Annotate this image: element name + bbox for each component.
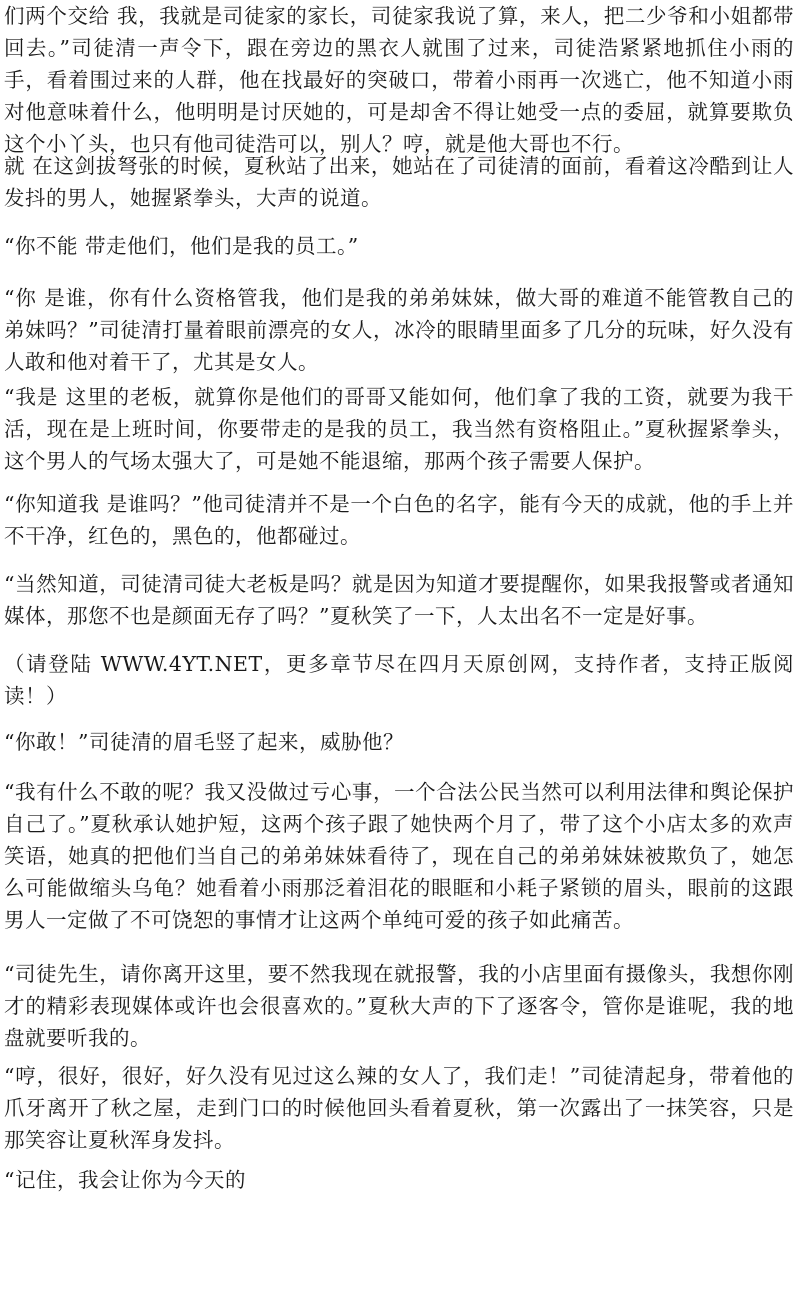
- paragraph-2: 就 在这剑拔弩张的时候，夏秋站了出来，她站在了司徒清的面前，看着这冷酷到让人发抖的男人，她握紧拳头，大声的说道。: [4, 154, 794, 210]
- paragraph-5: “我是 这里的老板，就算你是他们的哥哥又能如何，他们拿了我的工资，就要为我干活，现在是上班时间，你要带走的是我的员工，我当然有资格阻止。”夏秋握紧拳头，这个男人的气场太强大了，可是她不能退缩，那两个孩子需要人保护。: [4, 385, 794, 473]
- paragraph-7: “当然知道，司徒清司徒大老板是吗？就是因为知道才要提醒你，如果我报警或者通知媒体，那您不也是颜面无存了吗？”夏秋笑了一下，人太出名不一定是好事。: [4, 572, 794, 628]
- paragraph-9: “你敢！”司徒清的眉毛竖了起来，威胁他？: [4, 730, 404, 754]
- paragraph-11: “司徒先生，请你离开这里，要不然我现在就报警，我的小店里面有摄像头，我想你刚才的精彩表现媒体或许也会很喜欢的。”夏秋大声的下了逐客令，管你是谁呢，我的地盘就要听我的。: [4, 962, 794, 1050]
- paragraph-6: “你知道我 是谁吗？”他司徒清并不是一个白色的名字，能有今天的成就，他的手上并不干净，红色的，黑色的，他都碰过。: [4, 492, 794, 548]
- paragraph-13: “记住，我会让你为今天的: [4, 1168, 246, 1192]
- paragraph-1: 们两个交给 我，我就是司徒家的家长，司徒家我说了算，来人，把二少爷和小姐都带回去。”司徒清一声令下，跟在旁边的黑衣人就围了过来，司徒浩紧紧地抓住小雨的手，看着围过来的人群，他在找最好的突破口，带着小雨再一次逃亡，他不知道小雨对他意味着什么，他明明是讨厌她的，可是却舍不得让她受一点的委屈，就算要欺负这个小丫头，也只有他司徒浩可以，别人？哼，就是他大哥也不行。: [4, 4, 794, 156]
- site-notice: （请登陆 WWW.4YT.NET，更多章节尽在四月天原创网，支持作者，支持正版阅读！）: [4, 652, 794, 708]
- paragraph-4: “你 是谁，你有什么资格管我，他们是我的弟弟妹妹，做大哥的难道不能管教自己的弟妹吗？”司徒清打量着眼前漂亮的女人，冰冷的眼睛里面多了几分的玩味，好久没有人敢和他对着干了，尤其是女人。: [4, 286, 794, 374]
- paragraph-10: “我有什么不敢的呢？我又没做过亏心事，一个合法公民当然可以利用法律和舆论保护自己了。”夏秋承认她护短，这两个孩子跟了她快两个月了，带了这个小店太多的欢声笑语，她真的把他们当自己的弟弟妹妹看待了，现在自己的弟弟妹妹被欺负了，她怎么可能做缩头乌龟？她看着小雨那泛着泪花的眼眶和小耗子紧锁的眉头，眼前的这跟男人一定做了不可饶恕的事情才让这两个单纯可爱的孩子如此痛苦。: [4, 780, 794, 932]
- paragraph-12: “哼，很好，很好，好久没有见过这么辣的女人了，我们走！”司徒清起身，带着他的爪牙离开了秋之屋，走到门口的时候他回头看着夏秋，第一次露出了一抹笑容，只是那笑容让夏秋浑身发抖。: [4, 1064, 794, 1152]
- paragraph-3: “你不能 带走他们，他们是我的员工。”: [4, 234, 359, 258]
